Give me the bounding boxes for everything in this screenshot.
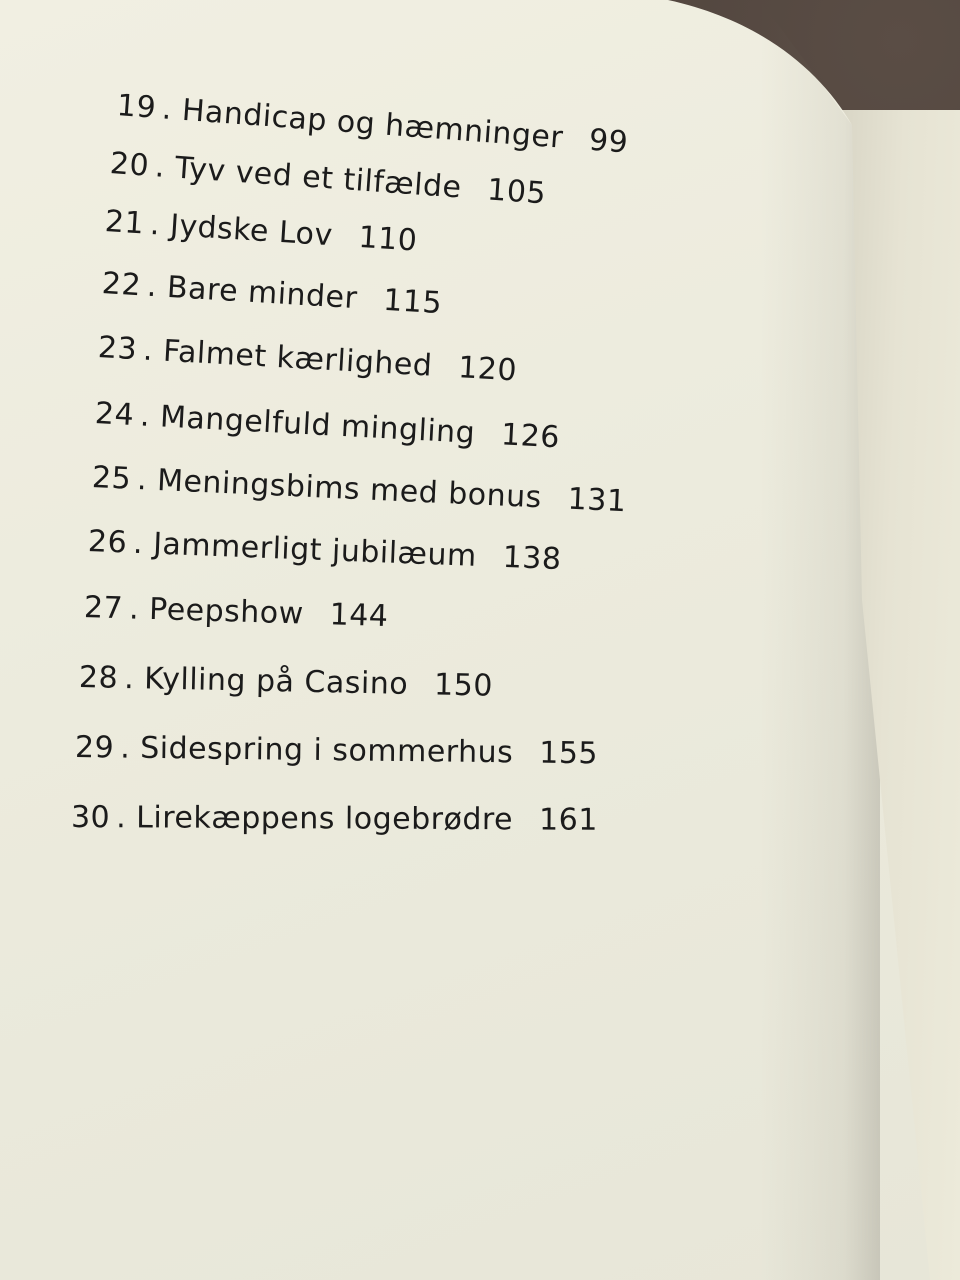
chapter-number: 28 — [78, 660, 119, 696]
chapter-title: Handicap og hæmninger — [180, 92, 565, 156]
separator-dot: . — [142, 332, 155, 369]
separator-dot: . — [160, 91, 174, 127]
chapter-title: Kylling på Casino — [143, 661, 409, 702]
page-number: 120 — [457, 350, 518, 389]
chapter-title: Bare minder — [166, 269, 359, 317]
toc-entry — [104, 204, 418, 259]
chapter-number: 22 — [100, 266, 143, 304]
chapter-number: 20 — [108, 146, 151, 184]
chapter-title: Jammerligt jubilæum — [152, 526, 478, 574]
separator-dot: . — [132, 525, 144, 562]
chapter-title: Lirekæppens logebrødre — [136, 800, 514, 838]
page-number: 144 — [329, 597, 389, 635]
toc-entry — [109, 146, 547, 211]
chapter-number: 26 — [87, 524, 128, 561]
page-number: 150 — [433, 667, 494, 704]
chapter-title: Tyv ved et tilfælde — [173, 150, 463, 206]
toc-entry — [87, 524, 562, 577]
separator-dot: . — [146, 268, 159, 305]
chapter-title: Falmet kærlighed — [162, 333, 434, 384]
chapter-title: Mangelfuld mingling — [159, 399, 477, 451]
chapter-number: 24 — [94, 396, 136, 434]
chapter-number: 27 — [83, 590, 124, 627]
page-number: 110 — [357, 219, 419, 259]
toc-entry — [101, 266, 443, 321]
toc-entry — [116, 88, 630, 160]
chapter-number: 21 — [103, 204, 146, 242]
page-number: 138 — [502, 539, 563, 578]
toc-entry — [71, 800, 598, 838]
separator-dot: . — [116, 800, 127, 836]
page-number: 126 — [500, 417, 561, 456]
page-number: 105 — [486, 172, 548, 212]
chapter-title: Sidespring i sommerhus — [140, 730, 514, 771]
toc-entry — [97, 330, 518, 388]
chapter-number: 23 — [97, 330, 139, 368]
page-number: 131 — [566, 481, 628, 520]
toc-entry — [91, 460, 627, 519]
separator-dot: . — [119, 730, 131, 766]
separator-dot: . — [136, 462, 148, 498]
separator-dot: . — [123, 660, 135, 697]
page-number: 115 — [382, 282, 443, 322]
page-number: 99 — [587, 122, 630, 161]
toc-entry — [75, 730, 598, 771]
separator-dot: . — [148, 206, 162, 243]
chapter-number: 25 — [91, 460, 132, 497]
chapter-title: Jydske Lov — [169, 208, 334, 254]
chapter-number: 29 — [74, 730, 115, 766]
chapter-number: 30 — [70, 800, 111, 836]
toc-entry — [83, 590, 388, 634]
chapter-title: Meningsbims med bonus — [156, 462, 543, 516]
chapter-title: Peepshow — [148, 591, 305, 632]
separator-dot: . — [128, 591, 140, 627]
separator-dot: . — [153, 149, 167, 185]
separator-dot: . — [139, 398, 152, 434]
chapter-number: 19 — [115, 88, 158, 126]
toc-entry — [94, 396, 561, 455]
page-number: 161 — [538, 802, 598, 838]
toc-entry — [79, 660, 494, 704]
page-number: 155 — [539, 735, 599, 772]
